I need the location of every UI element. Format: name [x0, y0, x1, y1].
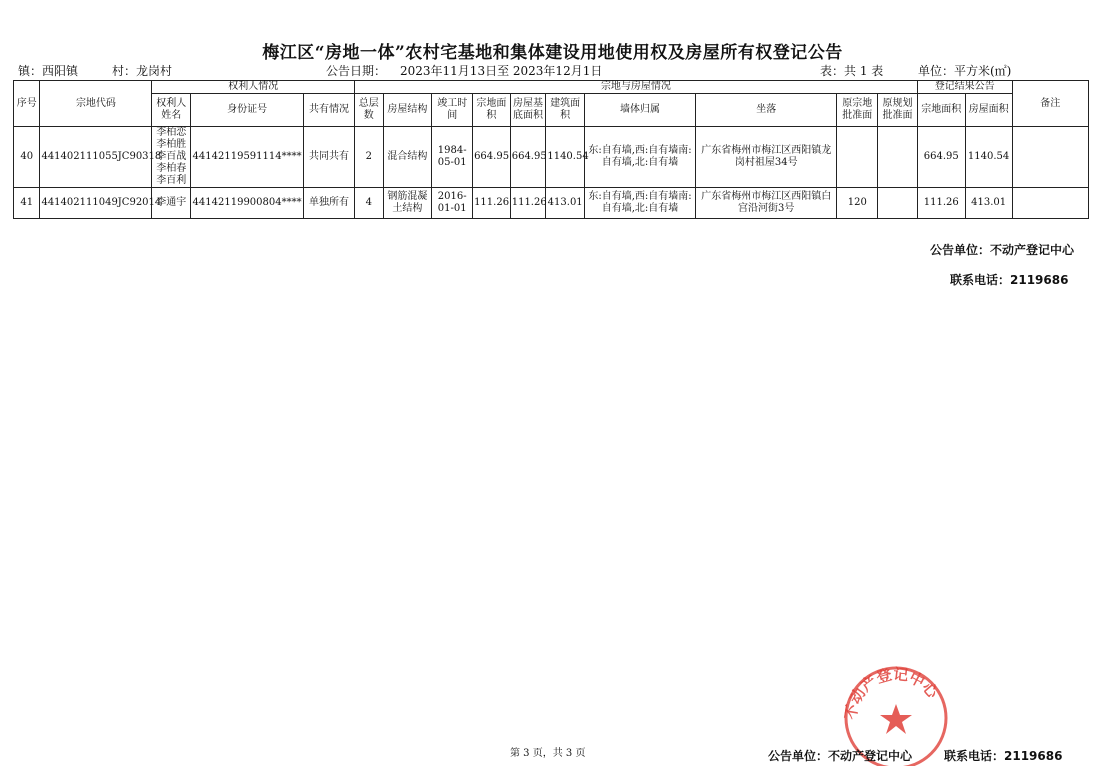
page-number: 第 3 页，共 3 页: [510, 748, 586, 759]
header-res-land: 宗地面积: [917, 94, 965, 127]
cell-res-land: 111.26: [917, 188, 965, 219]
bottom-announcer: 公告单位：不动产登记中心: [768, 749, 913, 763]
cell-base-area: 664.95: [510, 127, 546, 188]
cell-wall: 东:自有墙,西:自有墙南:自有墙,北:自有墙: [585, 188, 696, 219]
cell-res-land: 664.95: [917, 127, 965, 188]
holder-name: 李百利: [156, 175, 187, 186]
cell-build-area: 1140.54: [546, 127, 585, 188]
header-share: 共有情况: [304, 94, 355, 127]
page-title: 梅江区“房地一体”农村宅基地和集体建设用地使用权及房屋所有权登记公告: [262, 43, 843, 63]
cell-floors: 4: [355, 188, 384, 219]
cell-seq: 40: [14, 127, 40, 188]
header-code: 宗地代码: [40, 81, 152, 127]
seal-text: 不动产登记中心: [841, 665, 942, 721]
header-name: 权利人姓名: [152, 94, 191, 127]
cell-remark: [1012, 127, 1088, 188]
village-label: 村：龙岗村: [112, 64, 173, 78]
bottom-phone: 联系电话：2119686: [944, 749, 1063, 763]
cell-share: 单独所有: [304, 188, 355, 219]
header-wall: 墙体归属: [585, 94, 696, 127]
table-row: [14, 188, 1089, 219]
cell-id: 44142119900804****: [191, 188, 304, 219]
registration-table: [13, 80, 1089, 219]
cell-orig-land: 120: [837, 188, 878, 219]
cell-location: 广东省梅州市梅江区西阳镇白宫沿河街3号: [695, 188, 836, 219]
header-seq: 序号: [14, 81, 40, 127]
phone-label: 联系电话：2119686: [950, 273, 1069, 287]
holder-name: 李柏胜: [156, 139, 187, 150]
cell-base-area: 111.26: [510, 188, 546, 219]
cell-res-house: 413.01: [965, 188, 1012, 219]
cell-location: 广东省梅州市梅江区西阳镇龙岗村祖屋34号: [695, 127, 836, 188]
header-orig-land: 原宗地批准面: [837, 94, 878, 127]
announcer-label: 公告单位：不动产登记中心: [930, 243, 1075, 257]
cell-id: 44142119591114****: [191, 127, 304, 188]
header-land-area: 宗地面积: [473, 94, 511, 127]
cell-structure: 混合结构: [383, 127, 432, 188]
header-id: 身份证号: [191, 94, 304, 127]
cell-orig-plan: [878, 188, 918, 219]
cell-code: 441402111055JC90318: [40, 127, 152, 188]
header-orig-plan: 原规划批准面: [878, 94, 918, 127]
table-count: 表：共 1 表: [820, 64, 884, 78]
star-icon: [880, 704, 912, 734]
cell-orig-land: [837, 127, 878, 188]
header-structure: 房屋结构: [383, 94, 432, 127]
table-row: [14, 127, 1089, 188]
header-result: 登记结果公告: [917, 81, 1012, 94]
cell-build-area: 413.01: [546, 188, 585, 219]
cell-completion: 2016-01-01: [432, 188, 473, 219]
cell-wall: 东:自有墙,西:自有墙南:自有墙,北:自有墙: [585, 127, 696, 188]
header-build-area: 建筑面积: [546, 94, 585, 127]
cell-names: [152, 127, 191, 188]
cell-seq: 41: [14, 188, 40, 219]
date-label: 公告日期：: [326, 64, 387, 78]
cell-land-area: 664.95: [473, 127, 511, 188]
cell-res-house: 1140.54: [965, 127, 1012, 188]
svg-text:不动产登记中心: [842, 665, 943, 721]
header-floors: 总层数: [355, 94, 384, 127]
cell-completion: 1984-05-01: [432, 127, 473, 188]
cell-floors: 2: [355, 127, 384, 188]
holder-name: 李百战: [156, 151, 187, 162]
cell-remark: [1012, 188, 1088, 219]
cell-code: 441402111049JC92014: [40, 188, 152, 219]
holder-name: 李柏恋: [156, 127, 187, 138]
cell-structure: 钢筋混凝土结构: [383, 188, 432, 219]
unit-label: 单位：平方米(㎡): [918, 64, 1012, 78]
header-base-area: 房屋基底面积: [510, 94, 546, 127]
header-land-house-info: 宗地与房屋情况: [355, 81, 918, 94]
cell-land-area: 111.26: [473, 188, 511, 219]
cell-share: 共同共有: [304, 127, 355, 188]
town-label: 镇：西阳镇: [18, 64, 79, 78]
header-rights-holder-info: 权利人情况: [152, 81, 355, 94]
holder-name: 李柏春: [156, 163, 187, 174]
header-remark: 备注: [1012, 81, 1088, 127]
header-res-house: 房屋面积: [965, 94, 1012, 127]
date-range: 2023年11月13日至 2023年12月1日: [400, 64, 603, 78]
header-completion: 竣工时间: [432, 94, 473, 127]
header-location: 坐落: [695, 94, 836, 127]
cell-names: [152, 188, 191, 219]
cell-orig-plan: [878, 127, 918, 188]
holder-name: 李通宇: [156, 197, 187, 208]
